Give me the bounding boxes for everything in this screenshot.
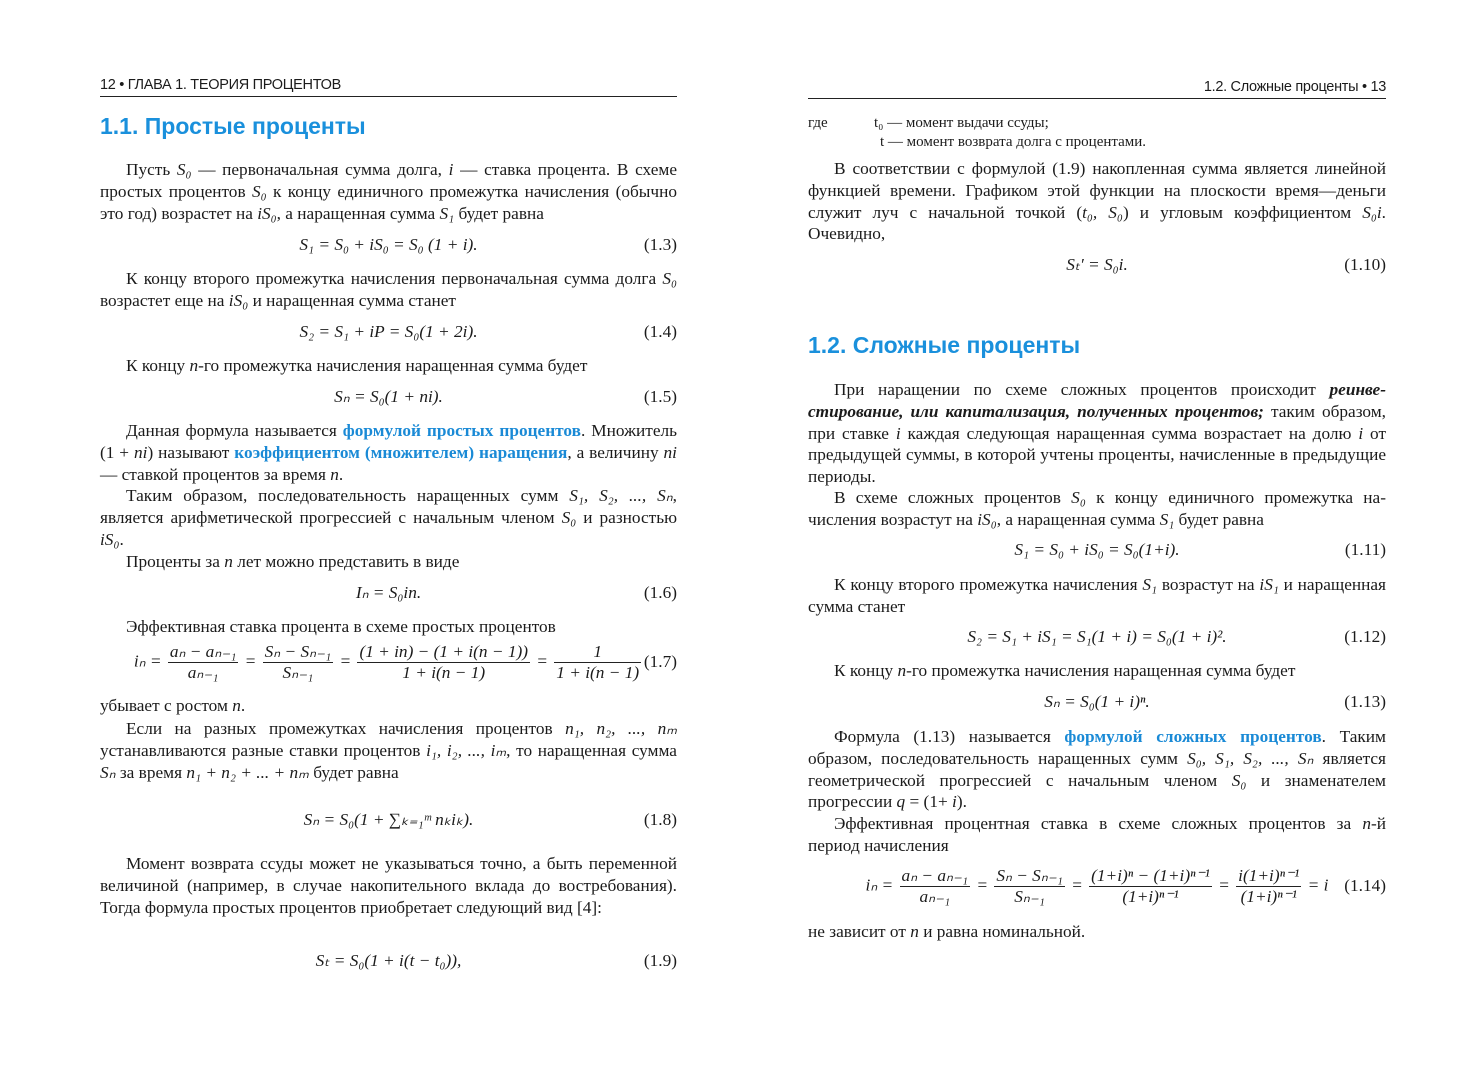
formula-expression [808,692,1386,712]
paragraph: В схеме сложных процентов S₀ к концу единичного промежутка начисления возрастут на iS₀, а наращенная сумма S₁ будет равна [808,488,1386,529]
numerator: (1+i)ⁿ − (1+i)ⁿ⁻¹ [1091,866,1210,885]
formula-text: Sₙ = S₀(1 + i)ⁿ. [1044,692,1150,711]
fraction [554,642,641,683]
math-inline: S₁ [1142,575,1158,594]
paragraph: не зависит от n и равна номинальной. [808,922,1086,941]
formula-text: Sₙ = S₀(1 + ∑ₖ₌₁ᵐ nₖiₖ). [303,810,474,829]
equation-number: (1.12) [1344,627,1386,646]
paragraph: Если на разных промежутках начисления процентов n₁, n₂, ..., nₘ устанавливаются разные ставки процентов i₁, i₂, ..., iₘ, то наращенная сумма Sₙ за время n₁ + n₂ + ... + nₘ будет равна [100,719,677,782]
math-inline: n₁ + n₂ + ... + nₘ [186,762,309,782]
formula-expression [100,583,677,603]
equation-number: (1.13) [1344,692,1386,711]
paragraph: К концу второго промежутка начисления первоначальная сумма долга S₀ возрастет еще на iS₀ и наращенная сумма станет [100,269,677,310]
math-inline: Sₙ [100,762,116,782]
fraction [900,866,970,907]
formula-expression [100,387,677,407]
equation-number: (1.5) [643,387,677,406]
formula [100,387,677,409]
formula [808,692,1386,714]
formula [100,583,677,605]
running-header: 1.2. Сложные проценты • 13 [1203,79,1386,95]
formula-text: = i [1303,875,1329,895]
formula-expression [808,627,1386,647]
formula-expression [808,540,1386,560]
defined-term: формулой сложных процентов [1064,727,1322,746]
math-inline: ni [133,442,148,462]
math-inline: q [896,792,906,812]
math-inline: S₀ [561,507,577,527]
numerator: aₙ − aₙ₋₁ [169,642,237,661]
equation-number: (1.6) [643,583,677,602]
equation-number: (1.3) [643,235,677,254]
numerator: 1 [554,642,641,663]
defined-term: коэффициентом (множителем) наращения [234,442,568,462]
equation-number: (1.8) [643,810,677,829]
emphasis: реинвестирование, или капитализация, полученных процентов; [808,380,1386,421]
denominator: Sₙ₋₁ [282,663,314,682]
denominator: 1 + i(n − 1) [402,663,486,682]
formula-expression [808,866,1386,907]
denominator: (1+i)ⁿ⁻¹ [1122,887,1179,906]
formula [808,627,1386,649]
numerator: i(1+i)ⁿ⁻¹ [1238,866,1300,885]
math-inline: n₁, n₂, ..., nₘ [565,719,677,738]
paragraph: Пусть S₀ — первоначальная сумма долга, i — ставка процента. В схеме простых процентов S₀ к концу единичного промежутка начисления (обычно это год) возрастет на iS₀, а наращенная сумма S₁ будет равна [100,160,678,223]
formula-text: = [972,875,993,895]
math-inline: S₀i [1362,202,1382,222]
formula-text: Sₜ′ = S₀i. [1066,255,1128,274]
formula [100,810,677,832]
math-inline: i₁, i₂, ..., iₘ [426,740,507,760]
math-inline: iS₀ [228,290,249,310]
formula-text: Sₙ = S₀(1 + ni). [334,387,443,406]
definition: t — момент возврата долга с процентами. [880,134,1147,150]
equation-number: (1.7) [643,652,677,671]
formula-text: = [1213,875,1235,895]
formula-text: = [240,651,261,671]
formula-expression [100,235,677,255]
fraction [357,642,530,683]
equation-number: (1.14) [1344,876,1386,895]
fraction [1236,866,1301,907]
formula-text: S₁ = S₀ + iS₀ = S₀ (1 + i). [299,235,478,254]
equation-number: (1.11) [1344,540,1386,559]
equation-number: (1.10) [1344,255,1386,274]
math-inline: iS₀ [100,529,120,549]
paragraph: Формула (1.13) называется формулой сложных процентов. Таким образом, последовательность наращенных сумм S₀, S₁, S₂, ..., Sₙ является геометрической прогрессией с начальным членом S₀ и знаменателем прогрессии q = (1+ i). [808,727,1387,812]
header-rule [100,96,677,97]
math-inline: S₁ [1159,509,1175,529]
paragraph: Данная формула называется формулой простых процентов. Множитель (1 + ni) называют коэффициентом (множителем) наращения, а величину ni — ставкой процентов за время n. [100,421,677,484]
math-inline: i [895,423,901,443]
fraction [263,642,333,683]
math-inline: S₁, S₂, ..., Sₙ [569,486,673,505]
formula-text: S₂ = S₁ + iS₁ = S₁(1 + i) = S₀(1 + i)². [967,627,1227,646]
denominator: Sₙ₋₁ [1014,887,1045,906]
right-page [808,0,1386,1080]
paragraph: В соответствии с формулой (1.9) накопленная сумма является линейной функцией времени. Графиком этой функции на плоскости время—деньги служит луч с начальной точкой (t₀, S₀) и угловым коэффициентом S₀i. Очевидно, [808,159,1386,244]
denominator: (1+i)ⁿ⁻¹ [1240,887,1297,906]
math-inline: n [224,552,233,571]
math-inline: n [1362,814,1371,833]
math-inline: ni [663,442,677,462]
denominator: 1 + i(n − 1) [556,663,640,682]
formula-text: Iₙ = S₀in. [355,583,422,602]
formula-text: iₙ = [133,651,166,671]
definition: t₀ — момент выдачи ссуды; [874,115,1049,131]
formula-expression [100,642,677,683]
math-inline: S₀ [251,181,267,201]
equation-number: (1.9) [643,951,677,970]
math-inline: n [910,922,919,941]
math-inline: i [952,792,957,812]
math-inline: n [897,661,907,680]
formula-text: S₂ = S₁ + iP = S₀(1 + 2i). [299,322,478,341]
math-inline: S₀, S₁, S₂, ..., Sₙ [1187,748,1314,768]
formula [100,235,677,257]
paragraph: Эффективная ставка процента в схеме простых процентов [126,617,556,636]
paragraph: Таким образом, последовательность наращенных сумм S₁, S₂, ..., Sₙ, является арифметической прогрессией с начальным членом S₀ и разностью iS₀. [100,486,678,549]
section-heading: 1.2. Сложные проценты [808,332,1081,358]
formula-text: S₁ = S₀ + iS₀ = S₀(1+i). [1014,540,1180,559]
formula-text: = [1066,875,1088,895]
math-inline: i [448,160,454,179]
math-inline: iS₀ [257,203,277,223]
formula-expression [100,951,677,971]
formula [100,322,677,344]
fraction [1089,866,1212,907]
math-inline: iS₀ [977,509,997,529]
math-inline: iS₁ [1259,575,1279,594]
formula [808,866,1386,906]
formula [808,255,1386,277]
fraction [168,642,238,683]
formula-text: = [531,651,553,671]
formula [808,540,1386,562]
paragraph: Эффективная процентная ставка в схеме сложных процентов за n-й период начисления [808,814,1386,855]
paragraph: Момент возврата ссуды может не указываться точно, а быть переменной величиной (например, в случае накопительного вклада до востребования). Тогда формула простых процентов приобретает следующий вид [4]: [100,854,677,917]
fraction [994,866,1064,907]
numerator: Sₙ − Sₙ₋₁ [264,642,332,661]
formula-text: Sₜ = S₀(1 + i(t − t₀)), [315,951,462,970]
formula-text: = [335,651,356,671]
formula [100,951,677,973]
equation-number: (1.4) [643,322,677,341]
math-inline: t₀, S₀ [1082,202,1123,222]
math-inline: n [189,356,199,375]
paragraph: К концу второго промежутка начисления S₁ возрастут на iS₁ и наращенная сумма станет [808,575,1387,616]
math-inline: S₀ [1231,770,1247,790]
math-inline: S₀ [1071,488,1086,507]
defined-term: формулой простых процентов [342,421,581,440]
paragraph: убывает с ростом n. [100,696,246,715]
numerator: aₙ − aₙ₋₁ [901,866,969,885]
paragraph: К концу n-го промежутка начисления наращенная сумма будет [834,661,1296,680]
math-inline: n [232,696,241,715]
math-inline: n [330,464,339,484]
formula-expression [100,810,677,830]
formula-text: iₙ = [865,875,898,895]
formula-expression [100,322,677,342]
paragraph: При наращении по схеме сложных процентов происходит реинвестирование, или капитализация, полученных процентов; таким образом, при ставке i каждая следующая наращенная сумма возрастает на долю i от предыдущей суммы, в которой учтены проценты, начисленные в предыдущие периоды. [808,380,1386,487]
running-header: 12 • ГЛАВА 1. ТЕОРИЯ ПРОЦЕНТОВ [100,77,341,93]
math-inline: S₀ [662,269,677,288]
header-rule [808,98,1386,99]
formula-expression [808,255,1386,275]
numerator: (1 + in) − (1 + i(n − 1)) [359,642,528,661]
numerator: Sₙ − Sₙ₋₁ [996,866,1063,885]
math-inline: S₁ [439,203,455,223]
paragraph: Проценты за n лет можно представить в виде [126,552,460,571]
math-inline: i [1358,423,1364,443]
denominator: aₙ₋₁ [187,663,219,682]
where-label: где [808,115,828,131]
section-heading: 1.1. Простые проценты [100,113,366,139]
denominator: aₙ₋₁ [919,887,951,906]
math-inline: S₀ [176,160,192,179]
formula [100,642,677,682]
paragraph: К концу n-го промежутка начисления наращенная сумма будет [126,356,588,375]
left-page [100,0,677,1080]
